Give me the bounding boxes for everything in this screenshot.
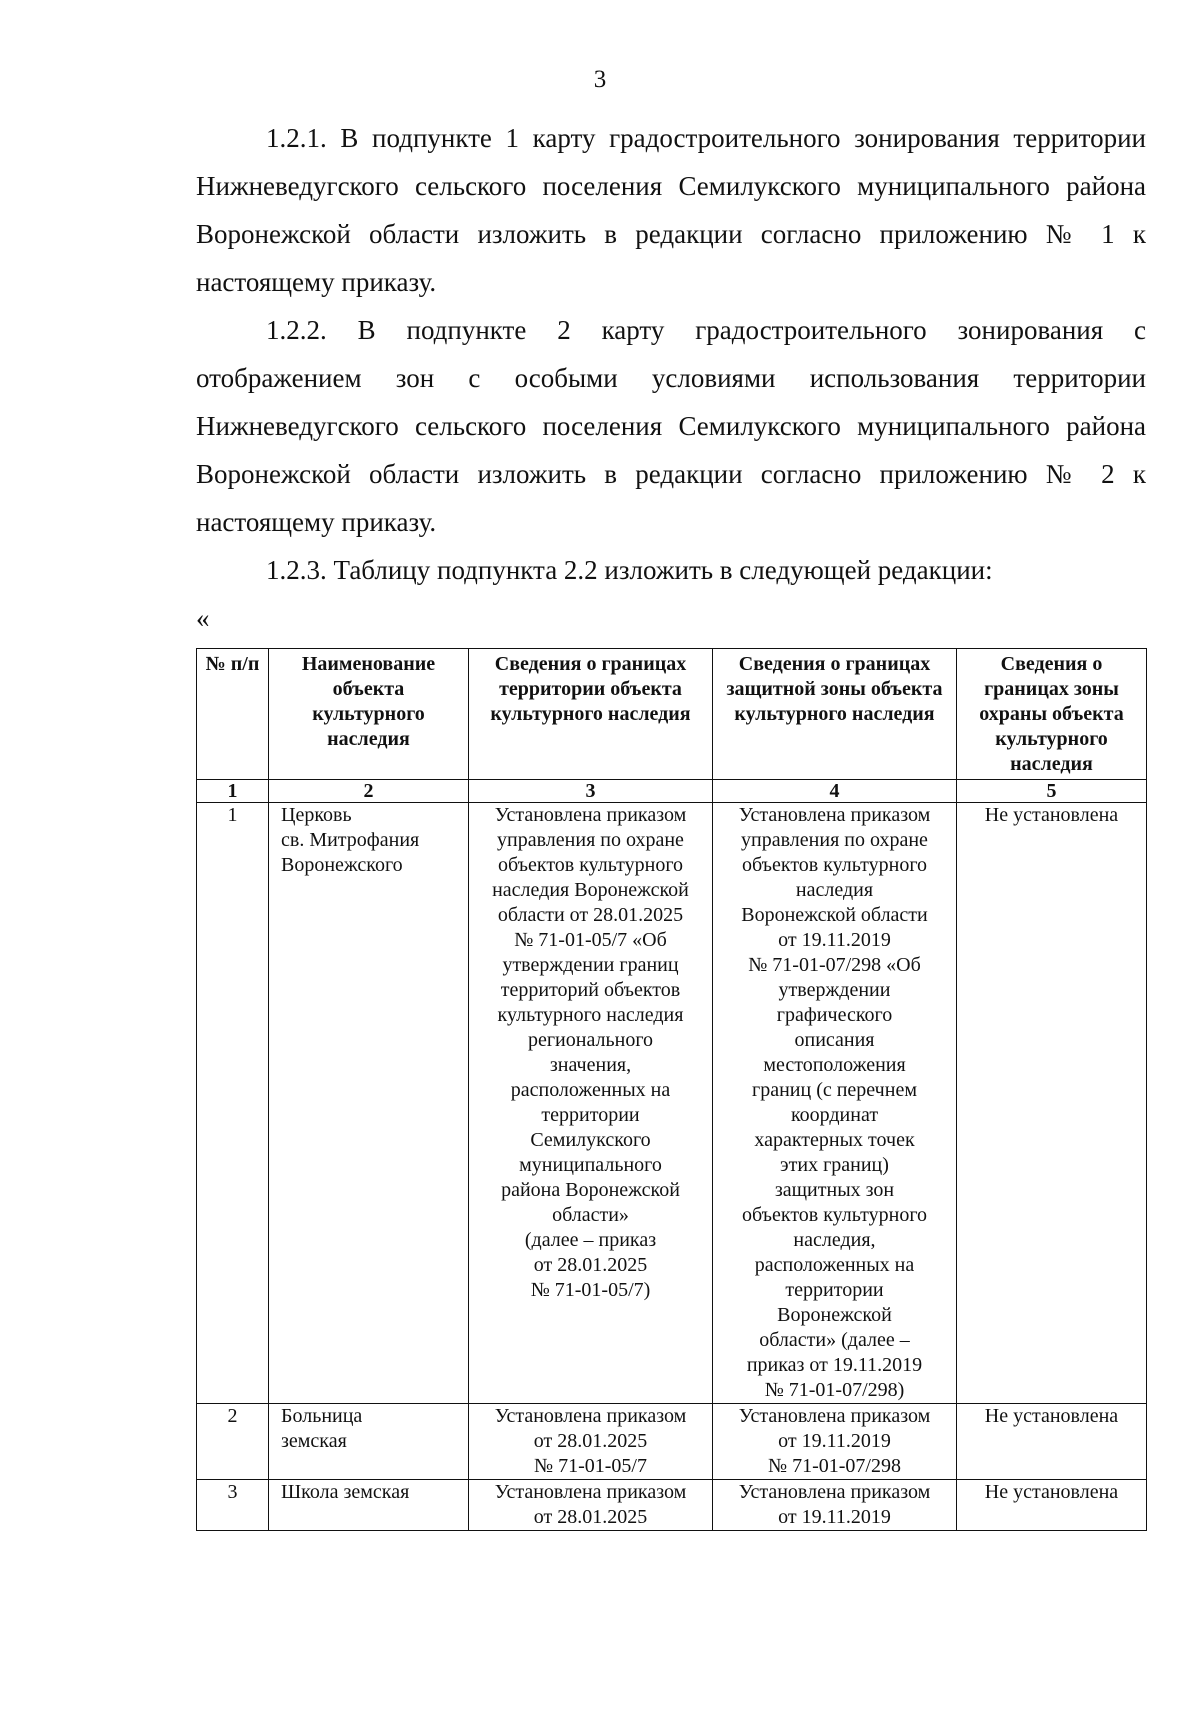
column-number: 1	[197, 780, 269, 803]
cell-line: местоположения	[763, 1054, 906, 1076]
cell-line: расположенных на	[754, 1254, 915, 1276]
cell-line: Установлена приказом	[738, 1405, 931, 1427]
header-protection-zone: Сведения о границах зоны охраны объекта культурного наследия	[957, 649, 1147, 780]
cell-line: управления по охране	[741, 829, 928, 851]
cell-line: от 19.11.2019	[778, 1506, 891, 1528]
cell-line: земская	[281, 1430, 347, 1452]
cell-line: Установлена приказом	[494, 1481, 687, 1503]
cell-line: объектов культурного	[741, 1204, 928, 1226]
column-number: 3	[469, 780, 713, 803]
table-header-row	[197, 649, 1147, 780]
cell-name	[269, 803, 469, 1404]
page-number: 3	[593, 66, 607, 93]
cell-line: района Воронежской	[501, 1179, 680, 1201]
cell-line: от 19.11.2019	[778, 1430, 891, 1452]
header-name: Наименование объекта культурного наследия	[269, 649, 469, 780]
cell-protective-zone	[713, 1404, 957, 1480]
cell-line: наследия Воронежской	[492, 879, 689, 901]
cell-line: Семилукского	[530, 1129, 651, 1151]
cell-line: от 28.01.2025	[533, 1506, 648, 1528]
cell-line: Установлена приказом	[738, 1481, 931, 1503]
cell-line: территории	[541, 1104, 640, 1126]
cell-name	[269, 1480, 469, 1531]
cell-line: области» (далее –	[759, 1329, 910, 1351]
cell-line: № 71-01-05/7)	[530, 1279, 651, 1301]
cell-line: Воронежского	[281, 854, 403, 876]
cell-line: Школа земская	[281, 1481, 410, 1503]
cell-line: объектов культурного	[741, 854, 928, 876]
cell-line: № 71-01-05/7	[534, 1455, 647, 1477]
cell-line: муниципального	[519, 1154, 662, 1176]
cell-num: 3	[197, 1480, 269, 1531]
cell-line: координат	[790, 1104, 879, 1126]
cell-line: от 28.01.2025	[533, 1430, 648, 1452]
cell-line: № 71-01-07/298)	[764, 1379, 905, 1401]
cell-line: территорий объектов	[500, 979, 681, 1001]
cell-line: Установлена приказом	[738, 804, 931, 826]
cell-line: № 71-01-05/7 «Об	[514, 929, 667, 951]
cell-line: характерных точек	[754, 1129, 915, 1151]
cell-line: Не установлена	[984, 804, 1119, 826]
cell-line: св. Митрофания	[281, 829, 420, 851]
cell-line: Не установлена	[984, 1481, 1119, 1503]
cell-line: управления по охране	[497, 829, 684, 851]
column-number: 2	[269, 780, 469, 803]
cell-line: Не установлена	[984, 1405, 1119, 1427]
cell-line: защитных зон	[774, 1179, 895, 1201]
cell-line: № 71-01-07/298 «Об	[748, 954, 921, 976]
cell-line: описания	[794, 1029, 875, 1051]
cell-line: регионального	[527, 1029, 654, 1051]
cell-line: утверждении границ	[502, 954, 679, 976]
cell-line: от 28.01.2025	[533, 1254, 648, 1276]
cell-protective-zone	[713, 1480, 957, 1531]
paragraph-1-2-3: 1.2.3. Таблицу подпункта 2.2 изложить в следующей редакции:	[266, 555, 993, 585]
column-number: 5	[957, 780, 1147, 803]
cell-line: значения,	[549, 1054, 632, 1076]
table-row	[197, 1480, 1147, 1531]
header-territory: Сведения о границах территории объекта культурного наследия	[469, 649, 713, 780]
cell-line: объектов культурного	[497, 854, 684, 876]
cell-line: наследия,	[793, 1229, 876, 1251]
cell-line: Воронежской	[777, 1304, 892, 1326]
cell-line: приказ от 19.11.2019	[746, 1354, 923, 1376]
column-number-row	[197, 780, 1147, 803]
cell-territory	[469, 803, 713, 1404]
header-protective-zone: Сведения о границах защитной зоны объекта культурного наследия	[713, 649, 957, 780]
cell-line: Больница	[281, 1405, 363, 1427]
cell-protection-zone	[957, 1404, 1147, 1480]
column-number: 4	[713, 780, 957, 803]
cell-line: расположенных на	[510, 1079, 671, 1101]
cell-territory	[469, 1480, 713, 1531]
paragraph-1-2-2: 1.2.2. В подпункте 2 карту градостроительного зонирования с отображением зон с особыми условиями использования территории Нижневедугского сельского поселения Семилукского муниципального района Воронежской области изложить в редакции согласно приложению № 2 к настоящему приказу.	[196, 315, 1146, 537]
cell-protection-zone	[957, 803, 1147, 1404]
paragraph-1-2-1: 1.2.1. В подпункте 1 карту градостроительного зонирования территории Нижневедугского сельского поселения Семилукского муниципального района Воронежской области изложить в редакции согласно приложению № 1 к настоящему приказу.	[196, 123, 1146, 297]
cell-protective-zone	[713, 803, 957, 1404]
table-row	[197, 1404, 1147, 1480]
cell-num: 1	[197, 803, 269, 1404]
heritage-table	[196, 648, 1147, 1531]
open-quote: «	[196, 603, 210, 633]
cell-line: Церковь	[281, 804, 352, 826]
cell-num: 2	[197, 1404, 269, 1480]
header-num: № п/п	[197, 649, 269, 780]
cell-line: этих границ)	[780, 1154, 889, 1176]
cell-line: границ (с перечнем	[752, 1079, 917, 1101]
cell-line: территории	[785, 1279, 884, 1301]
table-row	[197, 803, 1147, 1404]
cell-line: Установлена приказом	[494, 804, 687, 826]
cell-line: области»	[552, 1204, 629, 1226]
body-text	[196, 114, 1146, 594]
cell-line: утверждении	[778, 979, 891, 1001]
cell-line: Установлена приказом	[494, 1405, 687, 1427]
cell-line: (далее – приказ	[524, 1229, 657, 1251]
cell-line: культурного наследия	[497, 1004, 684, 1026]
cell-line: от 19.11.2019	[778, 929, 891, 951]
cell-protection-zone	[957, 1480, 1147, 1531]
cell-line: Воронежской области	[741, 904, 928, 926]
cell-line: области от 28.01.2025	[497, 904, 684, 926]
cell-line: графического	[776, 1004, 893, 1026]
cell-line: № 71-01-07/298	[768, 1455, 901, 1477]
cell-territory	[469, 1404, 713, 1480]
cell-name	[269, 1404, 469, 1480]
cell-line: наследия	[795, 879, 874, 901]
